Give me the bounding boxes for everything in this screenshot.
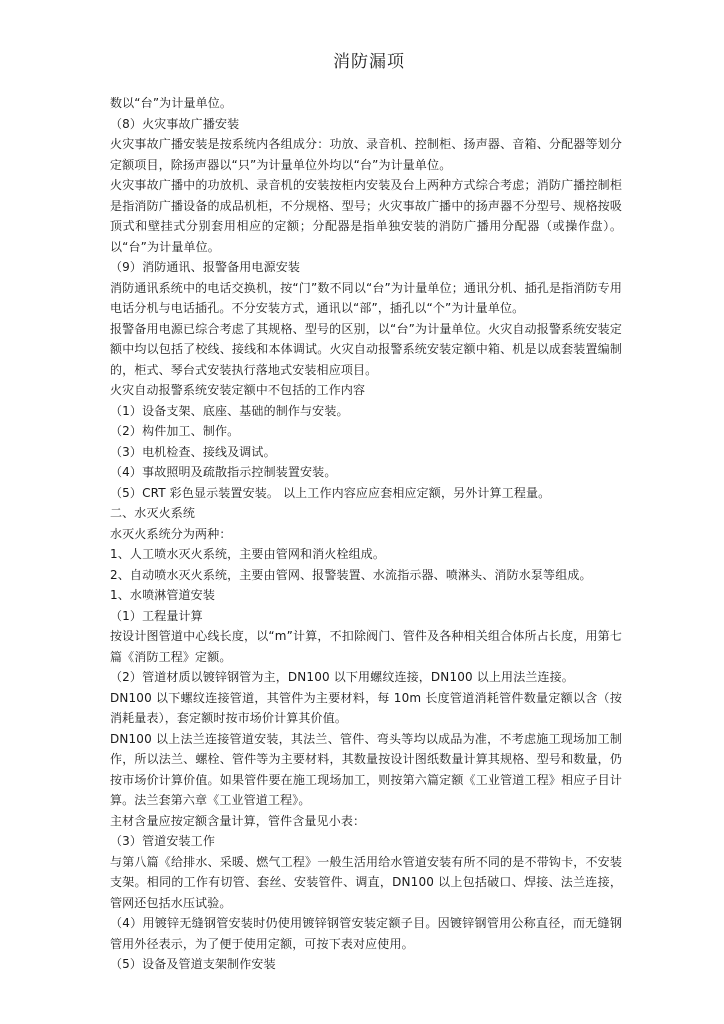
section-heading: 1、水喷淋管道安装	[110, 588, 215, 602]
section-heading: （8）火灾事故广播安装	[110, 116, 240, 131]
list-item: （1）设备支架、底座、基础的制作与安装。	[110, 403, 349, 418]
document-body	[110, 93, 622, 975]
list-item: （5）CRT 彩色显示装置安装。 以上工作内容应应套相应定额，另外计算工程量。	[110, 485, 551, 500]
sub-heading: （3）管道安装工作	[110, 834, 215, 848]
paragraph: 消防通讯系统中的电话交换机，按“门”数不同以“台”为计量单位；通讯分机、插孔是指消防专用电话分机与电话插孔。不分安装方式，通讯以“部”，插孔以“个”为计量单位。	[110, 280, 622, 315]
list-item: （3）电机检查、接线及调试。	[110, 444, 276, 459]
section-heading: 二、水灭火系统	[110, 506, 196, 520]
paragraph: 主材含量应按定额含量计算，管件含量见小表：	[110, 813, 366, 828]
paragraph: （2）管道材质以镀锌钢管为主，DN100 以下用螺纹连接，DN100 以上用法兰连接。	[110, 670, 574, 684]
paragraph: 报警备用电源已综合考虑了其规格、型号的区别，以“台”为计量单位。火灾自动报警系统安装定额中均以包括了校线、接线和本体调试。火灾自动报警系统安装定额中箱、机是以成套装置编制的，柜式、琴台式安装执行落地式安装相应项目。	[110, 321, 622, 377]
document-title: 消防漏项	[333, 52, 405, 72]
paragraph: 与第八篇《给排水、采暖、燃气工程》一般生活用给水管道安装有所不同的是不带钩卡，不安装支架。相同的工作有切管、套丝、安装管件、调直，DN100 以上包括破口、焊接、法兰连接，管网还包括水压试验。	[110, 854, 622, 910]
list-item: （4）事故照明及疏散指示控制装置安装。	[110, 465, 337, 479]
paragraph: （4）用镀锌无缝钢管安装时仍使用镀锌钢管安装定额子目。因镀锌钢管用公称直径，而无缝钢管用外径表示，为了便于使用定额，可按下表对应使用。	[110, 916, 622, 951]
list-item: 2、自动喷水灭火系统，主要由管网、报警装置、水流指示器、喷淋头、消防水泵等组成。	[110, 567, 592, 582]
sub-heading: （1）工程量计算	[110, 608, 203, 623]
section-heading: （9）消防通讯、报警备用电源安装	[110, 260, 301, 274]
paragraph: 火灾事故广播安装是按系统内各组成分：功放、录音机、控制柜、扬声器、音箱、分配器等划分定额项目，除扬声器以“只”为计量单位外均以“台”为计量单位。	[110, 137, 622, 172]
list-item: （2）构件加工、制作。	[110, 424, 240, 438]
paragraph: 数以“台”为计量单位。	[110, 96, 233, 110]
list-item: 1、人工喷水灭火系统，主要由管网和消火栓组成。	[110, 547, 386, 561]
paragraph: 火灾事故广播中的功放机、录音机的安装按柜内安装及台上两种方式综合考虑；消防广播控制柜是指消防广播设备的成品机柜，不分规格、型号；火灾事故广播中的扬声器不分型号、规格按吸顶式和壁挂式分别套用相应的定额；分配器是指单独安装的消防广播用分配器（或操作盘）。以“台”为计量单位。	[110, 178, 622, 254]
paragraph: 火灾自动报警系统安装定额中不包括的工作内容	[110, 383, 366, 397]
paragraph: DN100 以上法兰连接管道安装，其法兰、管件、弯头等均以成品为准，不考虑施工现场加工制作，所以法兰、螺栓、管件等为主要材料，其数量按设计图纸数量计算其规格、型号和数量，仍按市场价计算价值。如果管件要在施工现场加工，则按第六篇定额《工业管道工程》相应子目计算。法兰套第六章《工业管道工程》。	[110, 731, 622, 807]
paragraph: 水灭火系统分为两种：	[110, 526, 232, 541]
paragraph: DN100 以下螺纹连接管道，其管件为主要材料，每 10m 长度管道消耗管件数量定额以含（按消耗量表），套定额时按市场价计算其价值。	[110, 690, 622, 725]
paragraph: 按设计图管道中心线长度，以“m”计算，不扣除阀门、管件及各种相关组合体所占长度，用第七篇《消防工程》定额。	[110, 629, 622, 664]
sub-heading: （5）设备及管道支架制作安装	[110, 957, 276, 971]
